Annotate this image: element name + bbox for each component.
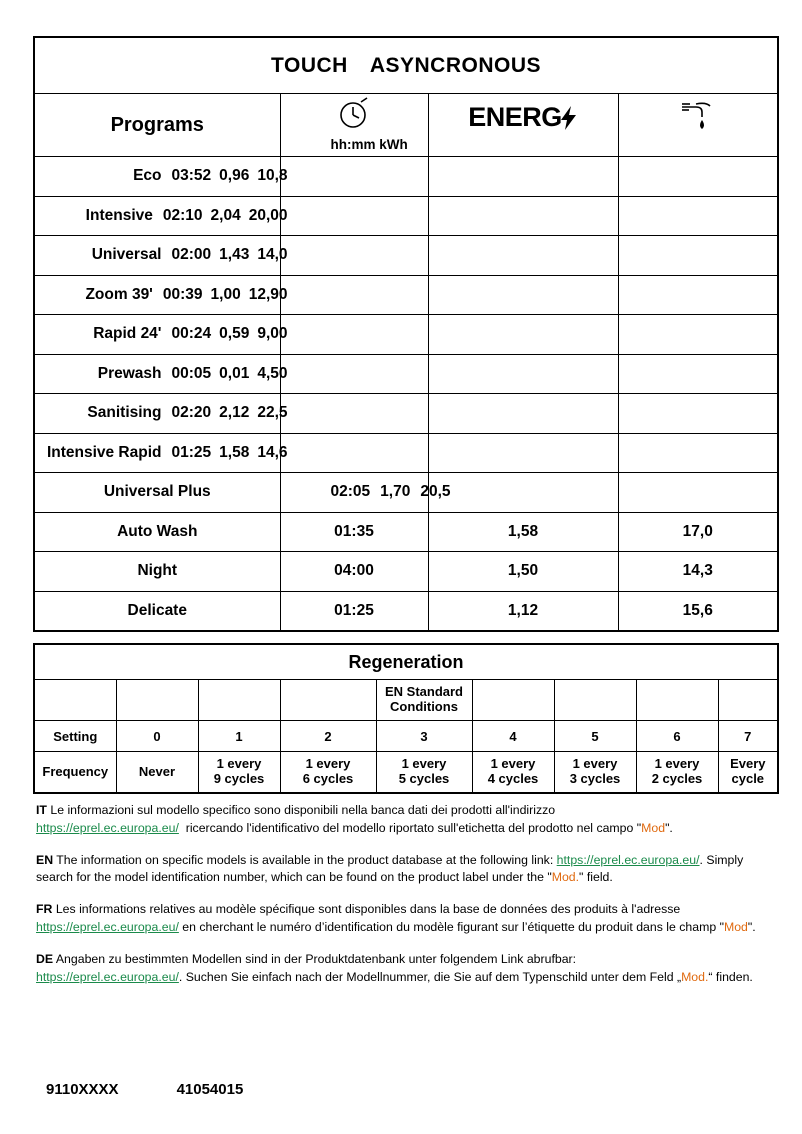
- tap-drop-icon: [676, 100, 720, 139]
- row-zoom39-col-energy: [428, 275, 618, 315]
- regen-blank-1: [34, 680, 116, 721]
- title-row: [34, 37, 778, 94]
- frequency-value-7-line2: cycle: [731, 771, 765, 786]
- frequency-value-4-line1: 1 every: [490, 756, 536, 772]
- header-water-cell: [618, 94, 778, 157]
- row-universal-kwh: 1,43: [219, 246, 250, 264]
- row-zoom39-col-water: [618, 275, 778, 315]
- frequency-value-5-line1: 1 every: [572, 756, 618, 772]
- row-eco-col-water: [618, 157, 778, 197]
- row-prewash-col-water: [618, 354, 778, 394]
- en-standard-conditions-line1: EN Standard: [384, 684, 463, 700]
- note-de-text2: . Suchen Sie einfach nach der Modellnummer, die Sie auf dem Typenschild unter dem Feld „: [178, 969, 682, 984]
- row-rapid24-col-energy: [428, 315, 618, 355]
- setting-value-5: 5: [554, 721, 636, 752]
- note-fr-text3: ".: [747, 920, 756, 935]
- note-fr-mod: Mod: [723, 920, 748, 935]
- regen-blank-5: [472, 680, 554, 721]
- note-de-mod: Mod.: [681, 969, 709, 984]
- frequency-value-6-line1: 1 every: [654, 756, 700, 772]
- frequency-value-4: [472, 752, 554, 794]
- note-it: [36, 802, 766, 838]
- row-rapid24-litres: 9,00: [257, 325, 288, 343]
- setting-value-6: 6: [636, 721, 718, 752]
- row-universal-plus-name: Universal Plus: [34, 473, 280, 513]
- note-it-mod: Mod: [641, 820, 666, 835]
- row-night-time: 04:00: [280, 552, 428, 592]
- frequency-value-0-line1: Never: [138, 763, 176, 779]
- frequency-value-4-line2: 4 cycles: [487, 771, 539, 786]
- header-energy-logo-cell: [428, 94, 618, 157]
- row-universal-plus-kwh: 1,70: [380, 483, 411, 501]
- table-row: [34, 196, 778, 236]
- regen-blank-2: [116, 680, 198, 721]
- note-it-text1: Le informazioni sul modello specifico sono disponibili nella banca dati dei prodotti all'indirizzo: [50, 803, 556, 817]
- note-en-text2: . Simply search for the model identification number, which can be found on the product label under the ": [36, 852, 744, 885]
- regeneration-conditions-row: [34, 680, 778, 721]
- table-row: [34, 552, 778, 592]
- row-eco-kwh: 0,96: [219, 167, 250, 185]
- table-row: [34, 433, 778, 473]
- note-it-text3: ".: [665, 820, 673, 835]
- row-eco-name: Eco: [133, 167, 162, 185]
- row-intensive-col-water: [618, 196, 778, 236]
- row-universal-plus-time: 02:05: [330, 483, 371, 501]
- header-row: [34, 94, 778, 157]
- frequency-label: Frequency: [34, 752, 116, 794]
- row-intensive-rapid-col-energy: [428, 433, 618, 473]
- frequency-value-6-line2: 2 cycles: [651, 771, 703, 786]
- row-prewash-kwh: 0,01: [219, 364, 250, 382]
- setting-value-1: 1: [198, 721, 280, 752]
- row-intensive-name: Intensive: [85, 206, 153, 224]
- row-auto-wash-name: Auto Wash: [34, 512, 280, 552]
- row-rapid24-col-time: [280, 315, 428, 355]
- regeneration-frequency-row: [34, 752, 778, 794]
- row-sanitising-col-energy: [428, 394, 618, 434]
- note-de-text1: Angaben zu bestimmten Modellen sind in der Produktdatenbank unter folgendem Link abrufbar:: [55, 951, 577, 966]
- row-intensive-col-energy: [428, 196, 618, 236]
- note-de-lang: DE: [36, 951, 54, 966]
- note-fr-text2: en cherchant le numéro d’identification du modèle figurant sur l’étiquette du produit dans le champ ": [182, 920, 724, 935]
- frequency-value-2-line1: 1 every: [305, 756, 351, 772]
- row-universal-col-time: [280, 236, 428, 276]
- note-it-lang: IT: [36, 803, 47, 817]
- table-row: [34, 354, 778, 394]
- frequency-value-1: [198, 752, 280, 794]
- row-zoom39: [34, 275, 288, 315]
- row-delicate-kwh: 1,12: [428, 591, 618, 631]
- frequency-value-1-line1: 1 every: [216, 756, 262, 772]
- row-intensive-rapid-time: 01:25: [171, 443, 212, 461]
- frequency-value-5: [554, 752, 636, 794]
- note-fr-lang: FR: [36, 902, 53, 917]
- frequency-value-0: [116, 752, 198, 794]
- setting-value-2: 2: [280, 721, 376, 752]
- title-asyncronous: ASYNCRONOUS: [369, 53, 541, 77]
- note-en-text3: " field.: [579, 870, 613, 885]
- row-universal: [34, 236, 288, 276]
- row-sanitising-time: 02:20: [171, 404, 212, 422]
- setting-value-4: 4: [472, 721, 554, 752]
- row-night-kwh: 1,50: [428, 552, 618, 592]
- row-eco-litres: 10,8: [257, 167, 288, 185]
- frequency-value-1-line2: 9 cycles: [213, 771, 265, 786]
- regeneration-table-wrapper: [33, 643, 777, 794]
- row-universal-plus-col-water: [618, 473, 778, 513]
- note-it-link[interactable]: https://eprel.ec.europa.eu/: [36, 820, 179, 835]
- clock-icon: [337, 96, 371, 135]
- row-delicate-time: 01:25: [280, 591, 428, 631]
- table-row: [34, 591, 778, 631]
- table-row: [34, 315, 778, 355]
- frequency-value-2: [280, 752, 376, 794]
- footer-codes: [46, 1081, 243, 1098]
- frequency-value-7: [718, 752, 778, 794]
- row-delicate-litres: 15,6: [618, 591, 778, 631]
- row-night-name: Night: [34, 552, 280, 592]
- row-intensive-rapid-col-time: [280, 433, 428, 473]
- row-universal-plus-values: [280, 473, 451, 513]
- energ-logo: ENERG: [468, 102, 578, 133]
- row-zoom39-litres: 12,90: [248, 285, 288, 303]
- footer-code-doc: 41054015: [176, 1081, 244, 1098]
- row-eco-time: 03:52: [171, 167, 212, 185]
- table-row: [34, 275, 778, 315]
- row-sanitising-name: Sanitising: [87, 404, 162, 422]
- row-eco: [34, 157, 288, 197]
- row-prewash-name: Prewash: [97, 364, 162, 382]
- row-auto-wash-time: 01:35: [280, 512, 428, 552]
- note-en-lang: EN: [36, 852, 54, 867]
- programs-table-wrapper: [33, 36, 777, 632]
- note-de-link[interactable]: https://eprel.ec.europa.eu/: [36, 969, 179, 984]
- note-en-mod: Mod.: [551, 870, 580, 885]
- regen-blank-6: [554, 680, 636, 721]
- note-en-link[interactable]: https://eprel.ec.europa.eu/: [556, 852, 700, 867]
- header-units-time-kwh: hh:mm kWh: [330, 137, 408, 152]
- row-auto-wash-kwh: 1,58: [428, 512, 618, 552]
- row-night-litres: 14,3: [618, 552, 778, 592]
- row-rapid24-col-water: [618, 315, 778, 355]
- frequency-value-3-line1: 1 every: [401, 756, 447, 772]
- frequency-value-3: [376, 752, 472, 794]
- en-standard-conditions: [376, 680, 472, 721]
- row-universal-col-water: [618, 236, 778, 276]
- row-sanitising-litres: 22,5: [257, 404, 288, 422]
- frequency-value-2-line2: 6 cycles: [302, 771, 354, 786]
- row-intensive-rapid-kwh: 1,58: [219, 443, 250, 461]
- regen-blank-7: [636, 680, 718, 721]
- row-intensive-time: 02:10: [162, 206, 203, 224]
- row-intensive-kwh: 2,04: [210, 206, 241, 224]
- row-sanitising-col-water: [618, 394, 778, 434]
- frequency-value-5-line2: 3 cycles: [569, 771, 621, 786]
- row-intensive-col-time: [280, 196, 428, 236]
- table-row: [34, 157, 778, 197]
- table-row: [34, 473, 778, 513]
- header-time-energy: [280, 94, 428, 157]
- note-en-text1: The information on specific models is available in the product database at the following link:: [56, 852, 554, 867]
- frequency-value-3-line2: 5 cycles: [398, 771, 450, 786]
- regen-blank-3: [198, 680, 280, 721]
- frequency-value-7-line1: Every: [730, 756, 766, 772]
- row-universal-litres: 14,0: [257, 246, 288, 264]
- table-row: [34, 236, 778, 276]
- row-intensive-rapid-col-water: [618, 433, 778, 473]
- setting-value-0: 0: [116, 721, 198, 752]
- row-auto-wash-litres: 17,0: [618, 512, 778, 552]
- row-intensive: [34, 196, 288, 236]
- row-prewash: [34, 354, 288, 394]
- note-fr: [36, 901, 766, 937]
- row-prewash-col-energy: [428, 354, 618, 394]
- note-it-text2: ricercando l'identificativo del modello riportato sull'etichetta del prodotto nel campo ": [185, 820, 642, 835]
- frequency-value-6: [636, 752, 718, 794]
- row-rapid24-name: Rapid 24': [93, 325, 162, 343]
- note-fr-link[interactable]: https://eprel.ec.europa.eu/: [36, 920, 179, 935]
- row-universal-name: Universal: [91, 246, 162, 264]
- regen-blank-8: [718, 680, 778, 721]
- note-fr-text1: Les informations relatives au modèle spécifique sont disponibles dans la base de données des produits à l'adresse: [55, 902, 681, 917]
- row-prewash-litres: 4,50: [257, 364, 288, 382]
- regeneration-title: Regeneration: [34, 644, 778, 680]
- footer-code-model: 9110XXXX: [46, 1081, 119, 1098]
- row-universal-plus-litres: 20,5: [420, 483, 451, 501]
- note-en: [36, 852, 766, 888]
- setting-value-7: 7: [718, 721, 778, 752]
- row-prewash-col-time: [280, 354, 428, 394]
- regen-blank-4: [280, 680, 376, 721]
- row-intensive-rapid: [34, 433, 288, 473]
- regeneration-table: [33, 643, 779, 794]
- table-row: [34, 394, 778, 434]
- en-standard-conditions-line2: Conditions: [390, 699, 458, 714]
- row-sanitising-col-time: [280, 394, 428, 434]
- row-intensive-rapid-litres: 14,6: [257, 443, 288, 461]
- row-eco-col-energy: [428, 157, 618, 197]
- row-rapid24-kwh: 0,59: [219, 325, 250, 343]
- row-prewash-time: 00:05: [171, 364, 212, 382]
- row-rapid24-time: 00:24: [171, 325, 212, 343]
- row-zoom39-time: 00:39: [162, 285, 203, 303]
- document-title: [34, 37, 778, 94]
- row-universal-col-energy: [428, 236, 618, 276]
- row-sanitising: [34, 394, 288, 434]
- row-zoom39-kwh: 1,00: [210, 285, 241, 303]
- row-universal-plus-col-energy: [428, 473, 618, 513]
- header-programs: Programs: [34, 94, 280, 157]
- row-sanitising-kwh: 2,12: [219, 404, 250, 422]
- row-zoom39-col-time: [280, 275, 428, 315]
- note-de-text3: “ finden.: [708, 969, 753, 984]
- row-zoom39-name: Zoom 39': [85, 285, 153, 303]
- title-touch: TOUCH: [271, 53, 348, 77]
- language-notes: [36, 802, 766, 1001]
- row-delicate-name: Delicate: [34, 591, 280, 631]
- row-universal-time: 02:00: [171, 246, 212, 264]
- programs-table: [33, 36, 779, 632]
- row-intensive-rapid-name: Intensive Rapid: [46, 443, 162, 461]
- table-row: [34, 512, 778, 552]
- regeneration-title-row: [34, 644, 778, 680]
- regeneration-setting-row: [34, 721, 778, 752]
- setting-value-3: 3: [376, 721, 472, 752]
- note-de: [36, 951, 766, 987]
- row-rapid24: [34, 315, 288, 355]
- row-intensive-litres: 20,00: [248, 206, 288, 224]
- setting-label: Setting: [34, 721, 116, 752]
- row-eco-col-time: [280, 157, 428, 197]
